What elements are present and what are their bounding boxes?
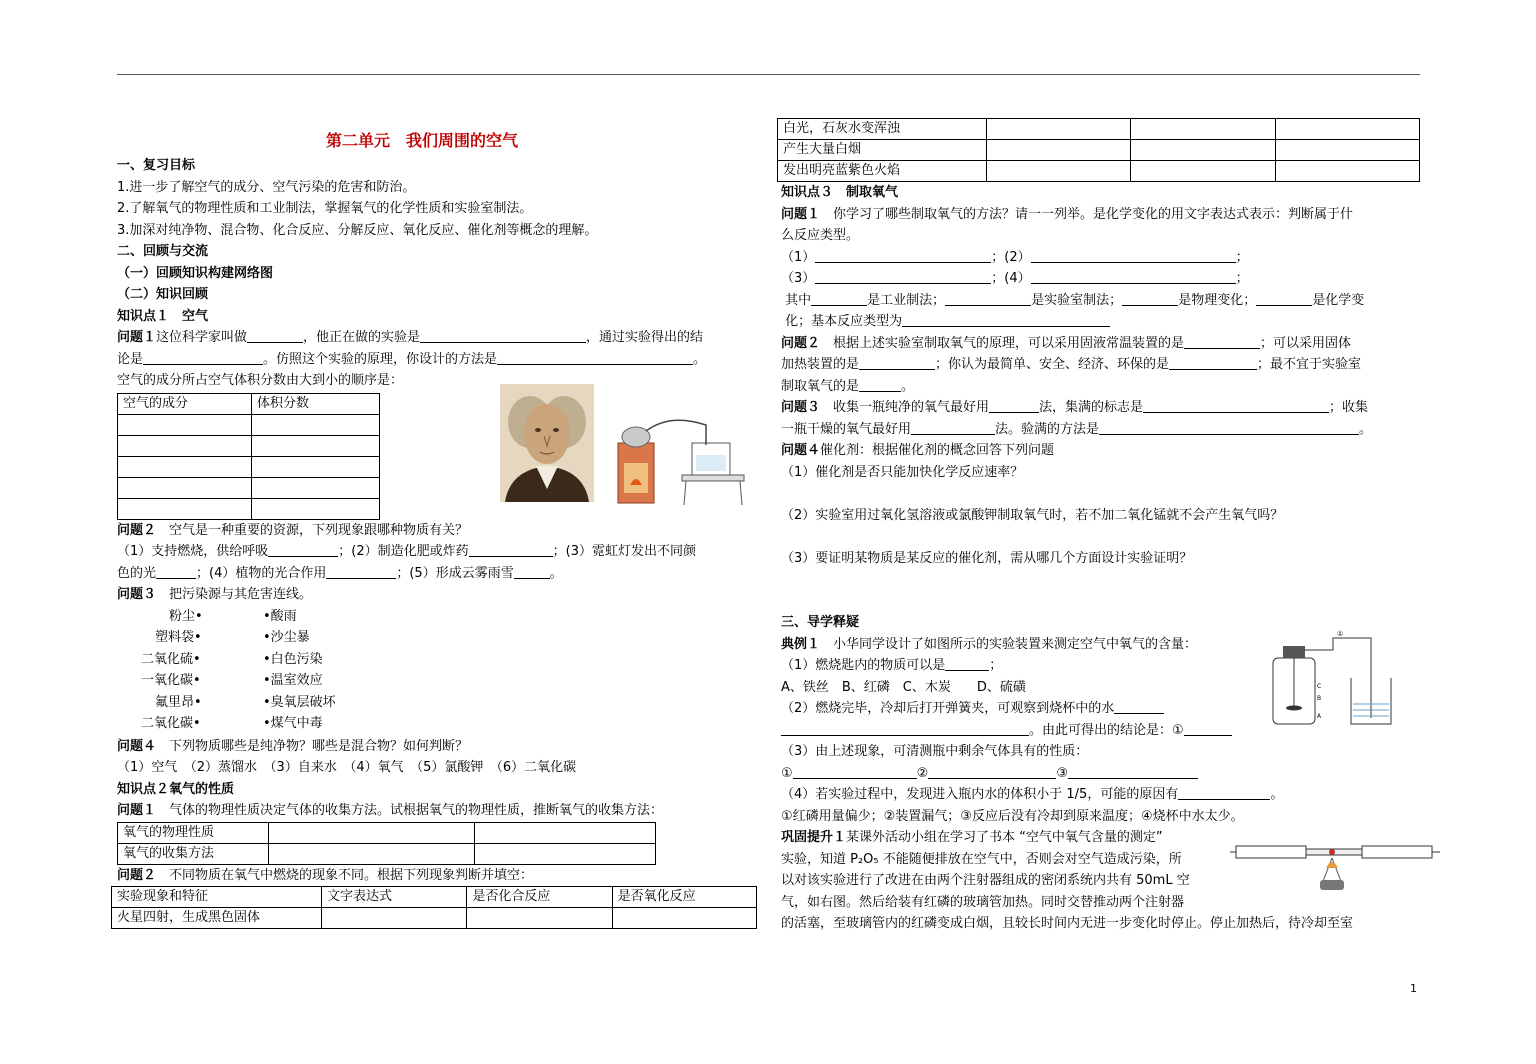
table-cell: 发出明亮蓝紫色火焰: [778, 161, 987, 182]
page-title: 第二单元 我们周围的空气: [325, 131, 518, 150]
harm-item[interactable]: •温室效应: [263, 673, 323, 688]
blank[interactable]: [811, 291, 867, 306]
harm-item[interactable]: •臭氧层破坏: [263, 694, 336, 710]
example-q3-blanks: ① ② ③: [781, 763, 1426, 785]
left-column: [117, 127, 757, 929]
blank[interactable]: [156, 564, 196, 579]
consolidation-line: 气，如右图。然后给装有红磷的玻璃管加热。同时交替推动两个注射器: [781, 894, 1185, 910]
section-heading: 一、复习目标: [117, 158, 196, 173]
table-cell: 产生大量白烟: [778, 140, 987, 161]
k3-question-2-cont: 加热装置的是 ；你认为最简单、安全、经济、环保的是 ；最不宜于实验室: [781, 357, 1362, 372]
source-item[interactable]: 二氧化碳•: [141, 716, 201, 731]
example-q4: （4）若实验过程中，发现进入瓶内水的体积小于 1/5，可能的原因有 。: [781, 787, 1284, 802]
consolidation-line: 以对该实验进行了改进在由两个注射器组成的密闭系统内共有 50mL 空: [781, 873, 1190, 888]
page-number: 1: [1410, 982, 1417, 995]
table-cell[interactable]: [1131, 140, 1276, 161]
method-line: （3） ；(4） ；: [781, 271, 1249, 286]
blank[interactable]: [268, 542, 338, 557]
oxygen-property-table: [117, 822, 656, 865]
section-heading: 三、导学释疑: [781, 615, 860, 630]
question-4-items: （1）空气 （2）蒸馏水 （3）自来水 （4）氧气 （5）氯酸钾 （6）二氧化碳: [117, 760, 577, 775]
syringe-apparatus-figure: [1230, 836, 1440, 900]
blank[interactable]: [1099, 420, 1359, 435]
table-header: 体积分数: [252, 393, 380, 414]
example-q3: （3）由上述现象，可清测瓶中剩余气体具有的性质：: [781, 744, 1089, 759]
blank[interactable]: [326, 564, 396, 579]
question-1: 问题１这位科学家叫做 ，他正在做的实验是 ，通过实验得出的结: [117, 330, 704, 345]
table-cell[interactable]: [987, 161, 1131, 182]
source-item[interactable]: 塑料袋•: [155, 630, 202, 645]
example-q1-options: A、铁丝 B、红磷 C、木炭 D、硫磺: [781, 679, 1026, 695]
k3-question-3: 问题３ 收集一瓶纯净的氧气最好用 法，集满的标志是 ；收集: [781, 400, 1369, 415]
blank[interactable]: [902, 312, 1110, 327]
harm-item[interactable]: •酸雨: [263, 608, 297, 624]
header-rule: [117, 74, 1420, 75]
table-header: 空气的成分: [118, 393, 252, 414]
table-cell[interactable]: [322, 908, 467, 929]
blank[interactable]: [1184, 334, 1260, 349]
blank[interactable]: [514, 564, 550, 579]
k3-question-4: 问题４催化剂：根据催化剂的概念回答下列问题: [781, 443, 1055, 458]
goal-item: 2.了解氧气的物理性质和工业制法，掌握氧气的化学性质和实验室制法。: [117, 201, 533, 216]
knowledge-heading: 知识点２氧气的性质: [117, 781, 235, 797]
blank[interactable]: [928, 764, 1056, 779]
source-item[interactable]: 一氧化碳•: [141, 673, 201, 688]
k2-question-2: 问题２ 不同物质在氧气中燃烧的现象不同。根据下列现象判断并填空：: [117, 867, 534, 883]
table-cell[interactable]: [987, 140, 1131, 161]
blank[interactable]: [945, 656, 989, 671]
table-header: 文字表达式: [322, 887, 467, 908]
table-cell[interactable]: [269, 822, 475, 843]
question-2-line1: （1）支持燃烧，供给呼吸 ；(2）制造化肥或炸药 ；(3）霓虹灯发出不同颜: [117, 544, 696, 559]
figure-label: ①: [1337, 630, 1344, 638]
question-2-line2: 色的光 ；(4）植物的光合作用 ；(5）形成云雾雨雪 。: [117, 565, 563, 581]
table-cell[interactable]: [475, 822, 656, 843]
air-composition-table: [117, 393, 380, 520]
blank[interactable]: [815, 248, 991, 263]
catalyst-q3: （3）要证明某物质是某反应的催化剂，需从哪几个方面设计实验证明？: [781, 550, 1193, 566]
table-cell[interactable]: [475, 843, 656, 864]
source-item[interactable]: 粉尘•: [169, 608, 203, 624]
subsection-heading: （二）知识回顾: [117, 287, 209, 302]
figure-label: B: [1317, 695, 1322, 702]
blank[interactable]: [793, 764, 917, 779]
blank[interactable]: [859, 377, 901, 392]
blank[interactable]: [1256, 291, 1312, 306]
catalyst-q2: （2）实验室用过氧化氢溶液或氯酸钾制取氧气时，若不加二氧化锰就不会产生氧气吗？: [781, 507, 1284, 523]
table-header: 是否化合反应: [467, 887, 612, 908]
harm-item[interactable]: •煤气中毒: [263, 716, 323, 731]
blank[interactable]: [989, 398, 1039, 413]
blank[interactable]: [1114, 699, 1164, 714]
blank[interactable]: [1143, 398, 1329, 413]
table-cell[interactable]: [1131, 119, 1276, 140]
method-classify: 其中 是工业制法； 是实验室制法； 是物理变化； 是化学变: [785, 292, 1365, 308]
combustion-table-cont: [777, 118, 1420, 182]
blank[interactable]: [1122, 291, 1178, 306]
section-heading: 二、回顾与交流: [117, 244, 209, 259]
method-line: （1） ；(2） ；: [781, 249, 1249, 265]
table-cell[interactable]: [269, 843, 475, 864]
table-cell[interactable]: [252, 498, 380, 519]
table-cell: 白光，石灰水变浑浊: [778, 119, 987, 140]
combustion-table: [111, 886, 757, 929]
blank[interactable]: [945, 291, 1031, 306]
k3-question-1-cont: 么反应类型。: [781, 228, 860, 243]
blank[interactable]: [1184, 721, 1232, 736]
blank[interactable]: [1169, 355, 1257, 370]
blank[interactable]: [1068, 764, 1198, 779]
blank[interactable]: [469, 542, 553, 557]
catalyst-q1: （1）催化剂是否只能加快化学反应速率？: [781, 464, 1024, 480]
table-cell[interactable]: [1276, 140, 1420, 161]
source-item[interactable]: 二氧化硫•: [141, 651, 201, 667]
table-cell[interactable]: [252, 414, 380, 435]
k3-question-3-cont: 一瓶干燥的氧气最好用 法。验满的方法是 。: [781, 421, 1373, 437]
table-cell[interactable]: [252, 435, 380, 456]
table-cell: 火星四射，生成黑色固体: [112, 908, 322, 929]
table-header: 实验现象和特征: [112, 887, 322, 908]
table-cell[interactable]: [118, 435, 252, 456]
example-q1: （1）燃烧匙内的物质可以是 ；: [781, 658, 1003, 673]
harm-item[interactable]: •沙尘暴: [263, 630, 310, 645]
k3-question-2: 问题２ 根据上述实验室制取氧气的原理，可以采用固液常温装置的是 ；可以采用固体: [781, 335, 1352, 351]
table-cell[interactable]: [467, 908, 612, 929]
knowledge-heading: 知识点１ 空气: [117, 308, 209, 324]
example-q4-options: ①红磷用量偏少；②装置漏气；③反应后没有冷却到原来温度；④烧杯中水太少。: [781, 808, 1244, 824]
scientist-portrait: [500, 384, 594, 506]
blank[interactable]: [420, 328, 586, 343]
blank[interactable]: [1178, 785, 1270, 800]
table-cell[interactable]: [118, 477, 252, 498]
k3-question-2-cont: 制取氧气的是 。: [781, 378, 915, 394]
table-cell[interactable]: [118, 456, 252, 477]
method-classify-cont: 化；基本反应类型为: [781, 311, 1426, 333]
consolidation-line: 的活塞，至玻璃管内的红磷变成白烟，且较长时间内无进一步变化时停止。停止加热后，待冷却至室: [781, 916, 1354, 931]
example-1: 典例１ 小华同学设计了如图所示的实验装置来测定空气中氧气的含量：: [781, 636, 1198, 652]
question-1-order: 空气的成分所占空气体积分数由大到小的顺序是：: [117, 373, 404, 388]
table-cell[interactable]: [1131, 161, 1276, 182]
blank[interactable]: [1031, 248, 1236, 263]
blank[interactable]: [781, 721, 1029, 736]
knowledge-heading: 知识点３ 制取氧气: [781, 185, 899, 200]
table-cell[interactable]: [987, 119, 1131, 140]
table-cell: 氧气的收集方法: [118, 843, 269, 864]
consolidation-line: 实验，知道 P₂O₅ 不能随便排放在空气中，否则会对空气造成污染，所: [781, 851, 1182, 867]
table-header: 是否氧化反应: [612, 887, 756, 908]
table-cell[interactable]: [118, 498, 252, 519]
consolidation-1: 巩固提升１某课外活动小组在学习了书本 “空气中氧气含量的测定”: [781, 830, 1163, 845]
question-3: 问题３ 把污染源与其危害连线。: [117, 587, 313, 602]
example-q2-cont: 。由此可得出的结论是：①: [781, 720, 1426, 742]
blank[interactable]: [497, 350, 693, 365]
pollution-matching: [117, 606, 757, 736]
lavoisier-apparatus-figure: [610, 415, 760, 509]
figure-label: A: [1317, 713, 1322, 720]
k2-question-1: 问题１ 气体的物理性质决定气体的收集方法。试根据氧气的物理性质，推断氧气的收集方法：: [117, 803, 664, 818]
blank[interactable]: [911, 420, 995, 435]
table-cell[interactable]: [612, 908, 756, 929]
table-cell[interactable]: [1276, 119, 1420, 140]
table-cell[interactable]: [1276, 161, 1420, 182]
oxygen-measure-apparatus-figure: [1255, 628, 1405, 732]
table-cell[interactable]: [252, 477, 380, 498]
question-2: 问题２ 空气是一种重要的资源，下列现象跟哪种物质有关？: [117, 522, 469, 538]
example-q2: （2）燃烧完毕，冷却后打开弹簧夹，可观察到烧杯中的水: [781, 698, 1426, 720]
figure-label: C: [1317, 683, 1322, 690]
right-column: [781, 118, 1426, 935]
blank[interactable]: [815, 269, 991, 284]
k3-question-1: 问题１ 你学习了哪些制取氧气的方法？请一一列举。是化学变化的用文字表达式表示：判断属于什: [781, 206, 1354, 222]
subsection-heading: （一）回顾知识构建网络图: [117, 265, 274, 281]
question-1-cont: 论是 。仿照这个实验的原理，你设计的方法是 。: [117, 351, 707, 367]
goal-item: 3.加深对纯净物、混合物、化合反应、分解反应、氧化反应、催化剂等概念的理解。: [117, 222, 598, 238]
goal-item: 1.进一步了解空气的成分、空气污染的危害和防治。: [117, 179, 416, 195]
blank[interactable]: [859, 355, 935, 370]
blank[interactable]: [143, 350, 263, 365]
blank[interactable]: [1031, 269, 1236, 284]
harm-item[interactable]: •白色污染: [263, 651, 323, 667]
blank[interactable]: [247, 328, 303, 343]
table-cell[interactable]: [252, 456, 380, 477]
table-cell: 氧气的物理性质: [118, 822, 269, 843]
source-item[interactable]: 氟里昂•: [155, 694, 202, 710]
question-4: 问题４ 下列物质哪些是纯净物？哪些是混合物？如何判断？: [117, 738, 469, 754]
table-cell[interactable]: [118, 414, 252, 435]
